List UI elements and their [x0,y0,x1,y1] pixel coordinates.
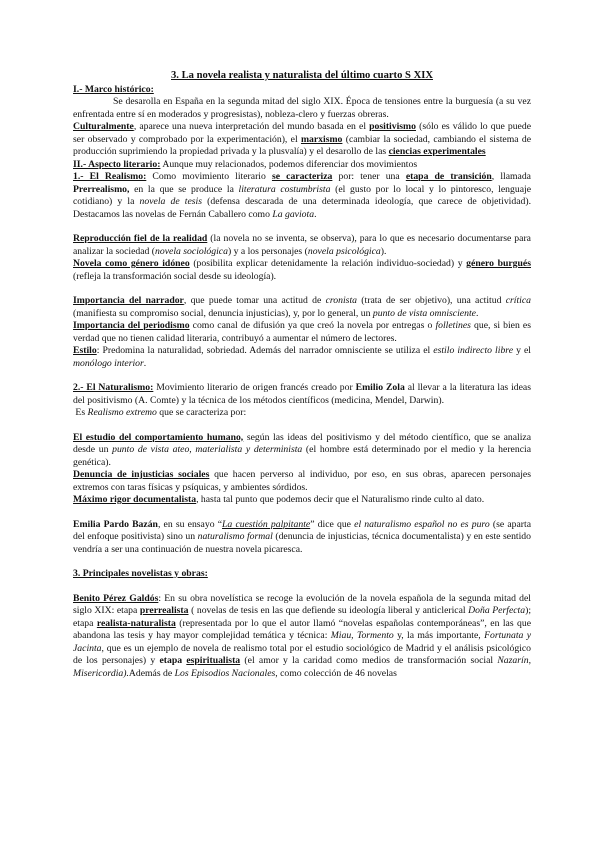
paragraph-galdos: Benito Pérez Galdós: En su obra novelística se recoge la evolución de la novela española de la segunda mitad del siglo XIX: etapa prerrealista ( novelas de tesis en las que defiende su ideología liberal y anticlerical Doña Perfecta); etapa realista-naturalista (representada por lo que el autor llamó “novelas españolas contemporáneas”, en las que abandona las tesis y hay mayor complejidad temática y técnica: Miau, Tormento y, la más importante, Fortunata y Jacinta, que es un ejemplo de novela de realismo total por el estudio sociológico de Madrid y el análisis psicológico de los personajes) y etapa espiritualista (el amor y la caridad como medios de transformación social Nazarín, Misericordia).Además de Los Episodios Nacionales, como colección de 46 novelas [73,592,532,679]
paragraph-pardo-bazan: Emilia Pardo Bazán, en su ensayo “La cuestión palpitante” dice que el naturalismo español no es puro (se aparta del enfoque positivista) sino un naturalismo formal (denuncia de injusticias, técnica documentalista) y en este sentido vendría a ser una continuación de nuestra novela picaresca. [73,518,531,555]
document-page [73,70,531,680]
paragraph-naturalismo: 2.- El Naturalismo: Movimiento literario de origen francés creado por Emilio Zola al llevar a la literatura las ideas del positivismo (A. Comte) y la técnica de los métodos científicos (medicina, Mendel, Darwin). Es Realismo extremo que se caracteriza por: [73,382,531,418]
page-title: 3. La novela realista y naturalista del último cuarto S XIX [171,70,433,81]
section-heading-novelistas: 3. Principales novelistas y obras: [73,568,208,579]
section-heading-marco: I.- Marco histórico: [73,83,154,95]
paragraph-marco-historico: Se desarolla en España en la segunda mitad del siglo XIX. Época de tensiones entre la burguesía (a su vez enfrentada entre sí en moderados y progresistas), nobleza-clero y fuerzas obreras. Culturalmente, aparece una nueva interpretación del mundo basada en el positivismo (sólo es válido lo que puede ser observado y comprobado por la experimentación), el marxismo (cambiar la sociedad, cambiando el sistema de producción suprimiendo la propiedad privada y la plusvalía) y el desarollo de las ciencias experimentales [73,96,532,157]
paragraph-reproduccion: Reproducción fiel de la realidad (la novela no se inventa, se observa), para lo que es necesario documentarse para analizar la sociedad (novela sociológica) y a los personajes (novela psicológica). Novela como género idóneo (posibilita explicar detenidamente la relación individuo-sociedad) y género burgués (refleja la transformación social desde su ideología). [73,233,531,282]
paragraph-aspecto-literario: II.- Aspecto literario: Aunque muy relacionados, podemos diferenciar dos movimientos [73,158,418,170]
paragraph-estudio: El estudio del comportamiento humano, según las ideas del positivismo y del método científico, que se analiza desde un punto de vista ateo, materialista y determinista (el hombre está determinado por el medio y la herencia genética). Denuncia de injusticias sociales que hacen perverso al individuo, por eso, en sus obras, aparecen personajes extremos con taras físicas y psíquicas, y ambientes sórdidos. Máximo rigor documentalista, hasta tal punto que podemos decir que el Naturalismo rinde culto al dato. [73,431,531,505]
paragraph-realismo: 1.- El Realismo: Como movimiento literario se caracteriza por: tener una etapa de transición, llamada Prerrealismo, en la que se produce la literatura costumbrista (el gusto por lo local y lo pintoresco, lenguaje cotidiano) y la novela de tesis (defensa descarada de una determinada ideología, que carece de objetividad). Destacamos las novelas de Fernán Caballero como La gaviota. [73,171,531,220]
paragraph-narrador: Importancia del narrador, que puede tomar una actitud de cronista (trata de ser objetivo), una actitud crítica (manifiesta su compromiso social, denuncia injusticias), y, por lo general, un punto de vista omnisciente. Importancia del periodismo como canal de difusión ya que creó la novela por entregas o folletines que, si bien es verdad que no tienen calidad literaria, contribuyó a aumentar el número de lectores. Estilo: Predomina la naturalidad, sobriedad. Además del narrador omnisciente se utiliza el estilo indirecto libre y el monólogo interior. [73,295,532,369]
